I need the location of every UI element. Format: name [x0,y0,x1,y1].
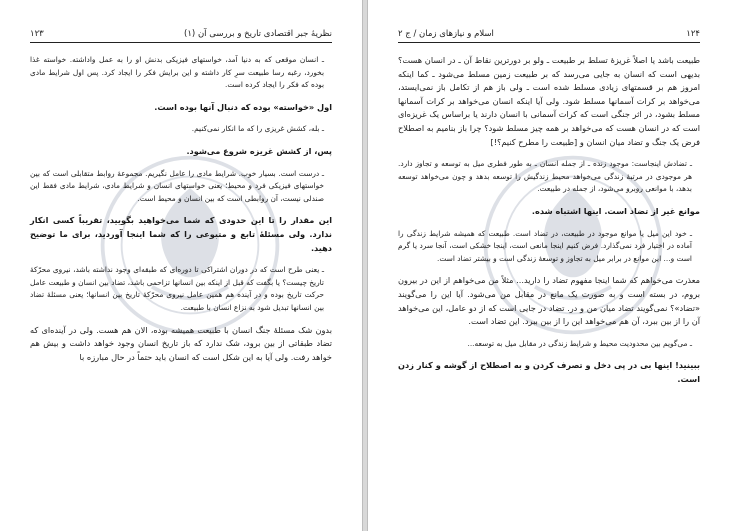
paragraph: طبیعت باشد یا اصلاً غریزهٔ تسلط بر طبیعت ـ ولو بر دورترین نقاط آن ـ در انسان هست؟ بدیهی است که انسان به جایی می‌رسد که بر طبیعت زمین مسلط می‌شود ـ کما اینکه امروز هم بر قسمتهای زیادی مسلط شده است ـ ولی باز هم از تکامل باز نمی‌ایستد، می‌خواهد بر کرات آسمانها مسلط شود. ولی آیا اینکه انسان می‌خواهد بر کرات آسمانها مسلط بشود، در اثر جنگی است که کرات آسمانی با انسان دارند یا براساس یک غریزه‌ای است که در انسان هست که می‌خواهد بر همه چیز مسلط شود؟ چرا باز بنامیم به اصطلاح فرض یک جنگ و تضاد میان انسان و [طبیعت را مطرح کنیم؟!] [398,55,700,147]
paragraph: معذرت می‌خواهم که شما اینجا مفهوم تضاد را دارید... مثلاً من می‌خواهم از این در بیرون بروم، در بسته است و به صورت یک مانع در مقابل من می‌شود. آیا این را می‌گویند «تضاد»؟ نمی‌گویند تضاد میان من و در. تضاد در جایی است که از دو عامل، این می‌خواهد آن را از بین ببرد، آن هم می‌خواهد این را از بین ببرد. این تضاد است. [398,275,700,327]
running-title: نظریهٔ جبر اقتصادی تاریخ و بررسی آن (۱) [184,29,332,39]
right-page [368,0,730,531]
paragraph: ـ می‌گویم بین محدودیت محیط و شرایط زندگی در مقابل میل به توسعه... [467,338,692,348]
paragraph: ـ یعنی طرح است که در دوران اشتراکی تا دوره‌ای که طبقه‌ای وجود نداشته باشد، نیروی محرّکهٔ تاریخ چیست؟ یا بگفت که قبل از اینکه بین انسانها تزاحمی باشد، تضاد بین انسان و طبیعت عامل حرکت تاریخ بوده و در آینده هم همین عامل نیروی محرّکهٔ تاریخ بین انسانها؛ یعنی مسئلهٔ تضاد بین انسانها تبدیل شود به نزاع انسان با طبیعت. [30,265,324,312]
paragraph: موانع غیر از تضاد است. اینها اشتباه شده. [531,205,700,216]
paragraph: این مقدار را تا این حدودی که شما می‌خواهید بگویید، تقریباً کسی انکار ندارد. ولی مسئلهٔ تابع و متبوعی را که شما اینجا آوردید، برای ما توضیح دهید. [30,215,332,253]
paragraph: ـ بله، کشش غریزی را که ما انکار نمی‌کنیم. [191,124,324,134]
paragraph: ـ درست است. بسیار خوب. شرایط مادی را عامل نگیریم. مجموعهٔ روابط متقابلی است که بین خواستهای فیزیکی فرد و محیط؛ یعنی خواستهای انسان و شرایط مادی، شرایط مادی فقط این صندلی نیست، آن روابطی است که بین انسان و محیط است. [30,168,324,203]
page-number: ۱۲۴ [686,29,700,39]
right-page-body [398,54,700,523]
paragraph: پس، از کشش غریزه شروع می‌شود. [186,145,332,156]
left-page [0,0,362,531]
paragraph: ـ انسان موقعی که به دنیا آمد، خواستهای فیزیکی بدنش او را به عمل واداشته. خواسته غذا بخورد، رغبه رسا طبیعت سرِ کار داشته و این برایش فکر را ایجاد کرد. پس اول شرایط مادی بوده که فکر را ایجاد کرده است. [30,55,324,90]
paragraph: ببینید! اینها بی در پی دخل و تصرف کردن و به اصطلاح از گوشه و کنار زدن است. [398,360,700,384]
left-page-header [30,28,332,43]
page-number: ۱۲۳ [30,29,44,39]
left-page-body [30,54,332,523]
paragraph: اول «خواسته» بوده که دنبال آنها بوده است. [154,101,332,112]
paragraph: بدون شک مسئلهٔ جنگ انسان با طبیعت همیشه بوده، الان هم هست. ولی در آینده‌ای که تضاد طبقاتی از بین برود، شک ندارد که باز تاریخ انسان وجود خواهد داشت و بیش هم خواهد رفت. ولی آیا به این شکل است که انسان باید حتماً در حال مبارزه با [30,324,332,362]
paragraph: ـ خود این میل یا موانع موجود در طبیعت، در تضاد است. طبیعت که همیشه شرایط زندگی را آماده در اختیار فرد نمی‌گذارد. فرض کنیم اینجا مانعی است، اینجا خشکی است، آنجا سرد یا گرم است و... این موانع در برابر میل به تجاوز و توسعهٔ زندگی است و بیشتر تضاد است. [398,228,692,263]
right-page-header [398,28,700,43]
running-title: اسلام و نیازهای زمان / ج ۲ [398,29,494,39]
paragraph: ـ تضادش اینجاست: موجود زنده ـ از جمله انسان ـ به طور فطری میل به توسعه و تجاوز دارد. هر موجودی در مرتبهٔ زندگی می‌خواهد محیط زندگیش را توسعه بدهد و چون می‌خواهد توسعه بدهد، با موانعی روبرو می‌شود، از جمله در طبیعت. [398,159,692,194]
